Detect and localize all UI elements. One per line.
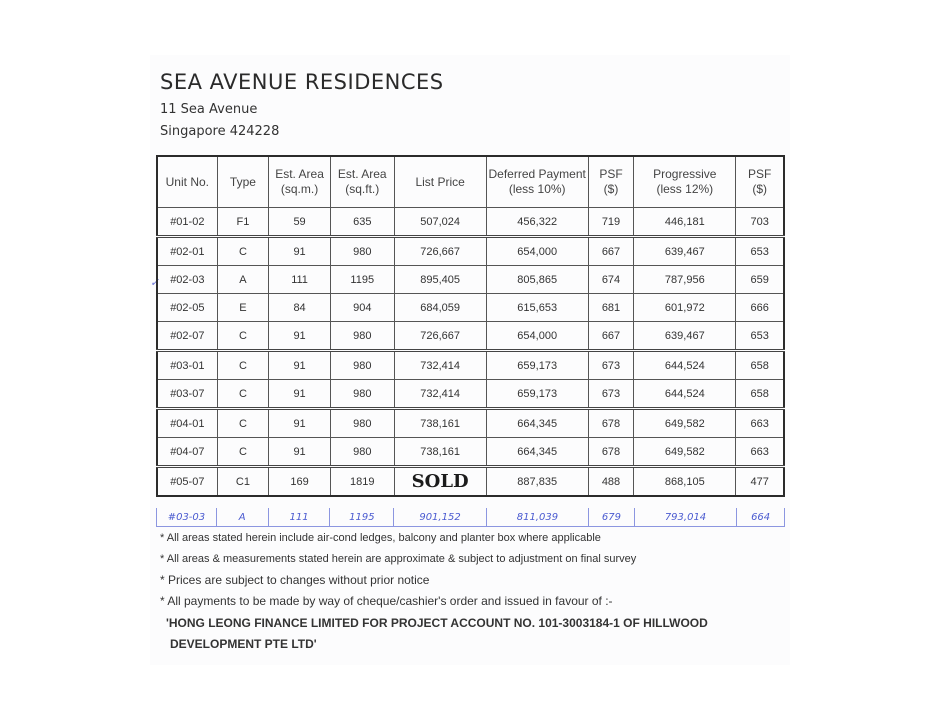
table-cell: 649,582 (634, 438, 736, 467)
table-row (157, 237, 784, 266)
table-cell: 684,059 (394, 294, 486, 322)
table-cell: 91 (269, 438, 331, 467)
table-cell: 658 (736, 380, 784, 409)
table-cell: C1 (217, 467, 269, 497)
column-header-line: Est. Area (275, 167, 324, 181)
table-cell (394, 467, 486, 497)
handwritten-row-table (156, 508, 785, 527)
column-header-line: PSF (599, 167, 623, 181)
table-cell: 980 (330, 409, 394, 438)
table-cell: 673 (588, 351, 634, 380)
column-header (330, 156, 394, 208)
table-cell: 787,956 (634, 266, 736, 294)
table-cell: A (217, 266, 269, 294)
table-cell: 980 (330, 322, 394, 351)
table-cell: 659,173 (486, 351, 588, 380)
table-cell: 1195 (330, 266, 394, 294)
document-title: SEA AVENUE RESIDENCES (160, 70, 444, 94)
table-cell: 456,322 (486, 208, 588, 237)
column-header-line: Type (229, 174, 256, 189)
table-cell: 658 (736, 351, 784, 380)
table-cell: 654,000 (486, 322, 588, 351)
table-cell: 738,161 (394, 409, 486, 438)
table-cell: 980 (330, 237, 394, 266)
table-cell: 635 (330, 208, 394, 237)
table-cell: 868,105 (634, 467, 736, 497)
table-cell: 719 (588, 208, 634, 237)
table-cell: 667 (588, 237, 634, 266)
column-header-line: Est. Area (337, 167, 387, 181)
handwritten-cell: 664 (737, 508, 785, 527)
table-row (157, 467, 784, 497)
column-header (269, 156, 331, 208)
table-cell: 644,524 (634, 351, 736, 380)
handwritten-row (157, 508, 785, 527)
table-cell: 663 (736, 438, 784, 467)
table-cell: 904 (330, 294, 394, 322)
table-cell: 91 (269, 322, 331, 351)
table-cell: 673 (588, 380, 634, 409)
table-cell: #02-07 (157, 322, 217, 351)
table-cell: C (217, 237, 269, 266)
table-cell: 895,405 (394, 266, 486, 294)
table-cell: 654,000 (486, 237, 588, 266)
handwritten-cell: 811,039 (486, 508, 588, 527)
table-cell: 169 (269, 467, 331, 497)
table-cell: 639,467 (634, 322, 736, 351)
column-header-line: Deferred Payment (488, 167, 586, 181)
column-header (588, 156, 634, 208)
table-cell: 477 (736, 467, 784, 497)
table-cell: 678 (588, 438, 634, 467)
column-header-subline: ($) (752, 182, 768, 196)
handwritten-cell: 1195 (330, 508, 394, 527)
table-cell: #05-07 (157, 467, 217, 497)
price-list-table (156, 155, 785, 497)
column-header (736, 156, 784, 208)
table-cell: C (217, 351, 269, 380)
table-cell: 887,835 (486, 467, 588, 497)
column-header-line: PSF (748, 167, 772, 181)
payee-block (166, 613, 708, 655)
column-header-line: Progressive (653, 167, 717, 181)
table-header-row (157, 156, 784, 208)
table-cell: #03-01 (157, 351, 217, 380)
table-cell: 91 (269, 380, 331, 409)
table-cell: #04-01 (157, 409, 217, 438)
table-cell: 601,972 (634, 294, 736, 322)
table-cell: 111 (269, 266, 331, 294)
table-cell: 674 (588, 266, 634, 294)
address-line-2: Singapore 424228 (160, 124, 280, 139)
note-item: * All areas stated herein include air-cond ledges, balcony and planter box where applicable (160, 532, 601, 544)
table-cell: 703 (736, 208, 784, 237)
table-cell: 732,414 (394, 380, 486, 409)
table-cell: 659 (736, 266, 784, 294)
table-row (157, 266, 784, 294)
table-cell: 732,414 (394, 351, 486, 380)
note-item: * All areas & measurements stated herein are approximate & subject to adjustment on final survey (160, 553, 637, 565)
check-mark-icon: ✓ (150, 277, 160, 289)
address-line-1: 11 Sea Avenue (160, 102, 258, 117)
table-cell: 681 (588, 294, 634, 322)
table-cell: 84 (269, 294, 331, 322)
table-cell: F1 (217, 208, 269, 237)
column-header (486, 156, 588, 208)
table-cell: 666 (736, 294, 784, 322)
table-cell: #02-01 (157, 237, 217, 266)
column-header-subline: (sq.ft.) (345, 182, 380, 196)
table-row (157, 351, 784, 380)
table-cell: C (217, 322, 269, 351)
table-cell: 805,865 (486, 266, 588, 294)
handwritten-cell: 901,152 (394, 508, 486, 527)
table-cell: 91 (269, 237, 331, 266)
table-row (157, 380, 784, 409)
column-header-subline: ($) (603, 182, 619, 196)
handwritten-cell: 679 (589, 508, 635, 527)
table-cell: #02-05 (157, 294, 217, 322)
column-header-subline: (sq.m.) (280, 182, 319, 196)
table-cell: 980 (330, 351, 394, 380)
handwritten-cell: A (216, 508, 268, 527)
table-cell: 980 (330, 380, 394, 409)
table-row (157, 322, 784, 351)
table-cell: E (217, 294, 269, 322)
table-cell: 664,345 (486, 409, 588, 438)
table-cell: C (217, 380, 269, 409)
table-cell: 653 (736, 322, 784, 351)
table-cell: 1819 (330, 467, 394, 497)
table-cell: 664,345 (486, 438, 588, 467)
column-header (217, 156, 269, 208)
table-cell: 980 (330, 438, 394, 467)
table-row (157, 438, 784, 467)
table-row (157, 409, 784, 438)
table-cell: 644,524 (634, 380, 736, 409)
note-item: * Prices are subject to changes without prior notice (160, 573, 430, 587)
table-cell: 726,667 (394, 322, 486, 351)
handwritten-cell: 111 (268, 508, 330, 527)
table-cell: #01-02 (157, 208, 217, 237)
column-header (157, 156, 217, 208)
table-cell: 667 (588, 322, 634, 351)
table-cell: C (217, 438, 269, 467)
table-cell: 639,467 (634, 237, 736, 266)
column-header-line: Unit No. (165, 174, 209, 189)
table-cell: 91 (269, 351, 331, 380)
table-cell: #02-03 (157, 266, 217, 294)
column-header (634, 156, 736, 208)
column-header-subline: (less 10%) (508, 182, 566, 196)
table-cell: 59 (269, 208, 331, 237)
note-item: * All payments to be made by way of cheque/cashier's order and issued in favour of :- (160, 594, 613, 608)
table-cell: 738,161 (394, 438, 486, 467)
table-cell: #03-07 (157, 380, 217, 409)
table-cell: 659,173 (486, 380, 588, 409)
table-cell: 726,667 (394, 237, 486, 266)
handwritten-cell: 793,014 (634, 508, 736, 527)
table-cell: 649,582 (634, 409, 736, 438)
table-cell: 653 (736, 237, 784, 266)
table-row (157, 208, 784, 237)
table-cell: 663 (736, 409, 784, 438)
table-body (157, 208, 784, 497)
table-cell: 488 (588, 467, 634, 497)
notes-list (160, 528, 636, 612)
table-row (157, 294, 784, 322)
table-cell: 91 (269, 409, 331, 438)
column-header-line: List Price (415, 174, 465, 189)
table-cell: 615,653 (486, 294, 588, 322)
sold-stamp: SOLD (411, 471, 469, 492)
handwritten-cell: #03-03 (157, 508, 217, 527)
table-cell: 446,181 (634, 208, 736, 237)
column-header-subline: (less 12%) (656, 182, 714, 196)
table-cell: 678 (588, 409, 634, 438)
payee-line-2: DEVELOPMENT PTE LTD' (170, 637, 317, 651)
table-cell: 507,024 (394, 208, 486, 237)
table-cell: #04-07 (157, 438, 217, 467)
payee-line-1: 'HONG LEONG FINANCE LIMITED FOR PROJECT ACCOUNT NO. 101-3003184-1 OF HILLWOOD (166, 616, 708, 630)
table-cell: C (217, 409, 269, 438)
column-header (394, 156, 486, 208)
